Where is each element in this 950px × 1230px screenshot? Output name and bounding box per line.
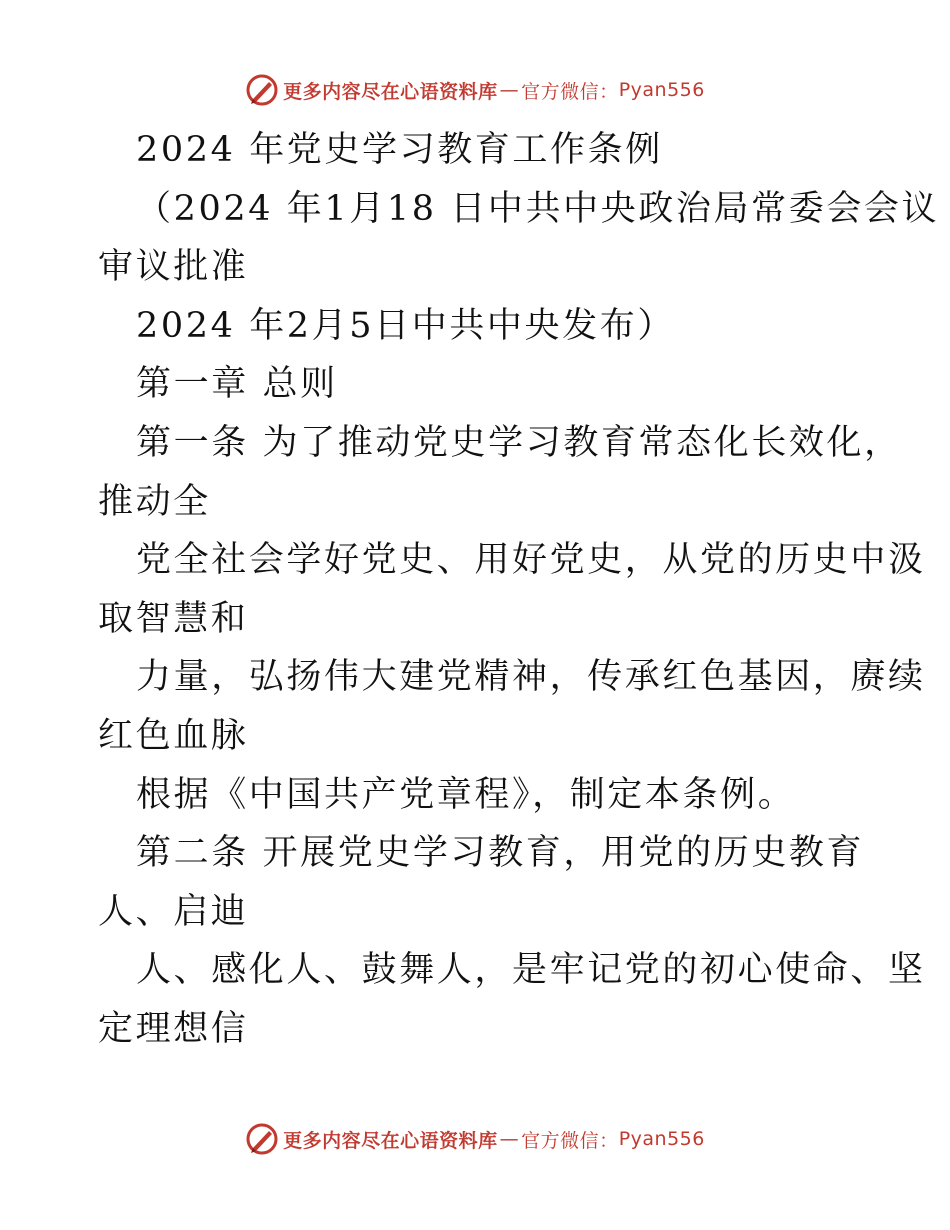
text-line: 力量，弘扬伟大建党精神，传承红色基因，赓续 — [136, 657, 926, 698]
watermark-label: 官方微信： — [521, 80, 619, 103]
watermark-id: Pyan556 — [618, 1128, 705, 1150]
watermark-label: 官方微信： — [521, 1129, 619, 1152]
watermark-dash: — — [499, 79, 520, 101]
text-line: （2024 年1月18 日中共中央政治局常委会会议 — [136, 188, 940, 229]
watermark-text: 更多内容尽在心语资料库 — [283, 1129, 498, 1152]
text-line: 第一章 总则 — [136, 364, 338, 405]
footer-watermark — [0, 1119, 950, 1159]
pen-logo-icon — [245, 1122, 279, 1156]
text-line: 取智慧和 — [98, 598, 249, 639]
document-body — [98, 121, 940, 1059]
text-line: 人、感化人、鼓舞人，是牢记党的初心使命、坚 — [136, 950, 926, 991]
watermark-dash: — — [499, 1128, 520, 1150]
text-line: 人、启迪 — [98, 891, 249, 932]
text-line: 根据《中国共产党章程》，制定本条例。 — [136, 774, 796, 815]
text-line: 党全社会学好党史、用好党史，从党的历史中汲 — [136, 540, 926, 581]
header-watermark — [0, 70, 950, 110]
text-line: 第一条 为了推动党史学习教育常态化长效化， — [136, 422, 902, 463]
text-line: 定理想信 — [98, 1008, 249, 1049]
watermark-text: 更多内容尽在心语资料库 — [283, 80, 498, 103]
text-line: 2024 年党史学习教育工作条例 — [136, 130, 663, 170]
pen-logo-icon — [245, 73, 279, 107]
text-line: 推动全 — [98, 481, 211, 522]
text-line: 第二条 开展党史学习教育，用党的历史教育 — [136, 833, 865, 874]
text-line: 审议批准 — [98, 247, 249, 288]
text-line: 2024 年2月5日中共中央发布） — [136, 305, 675, 346]
watermark-id: Pyan556 — [618, 79, 705, 101]
text-line: 红色血脉 — [98, 715, 249, 756]
